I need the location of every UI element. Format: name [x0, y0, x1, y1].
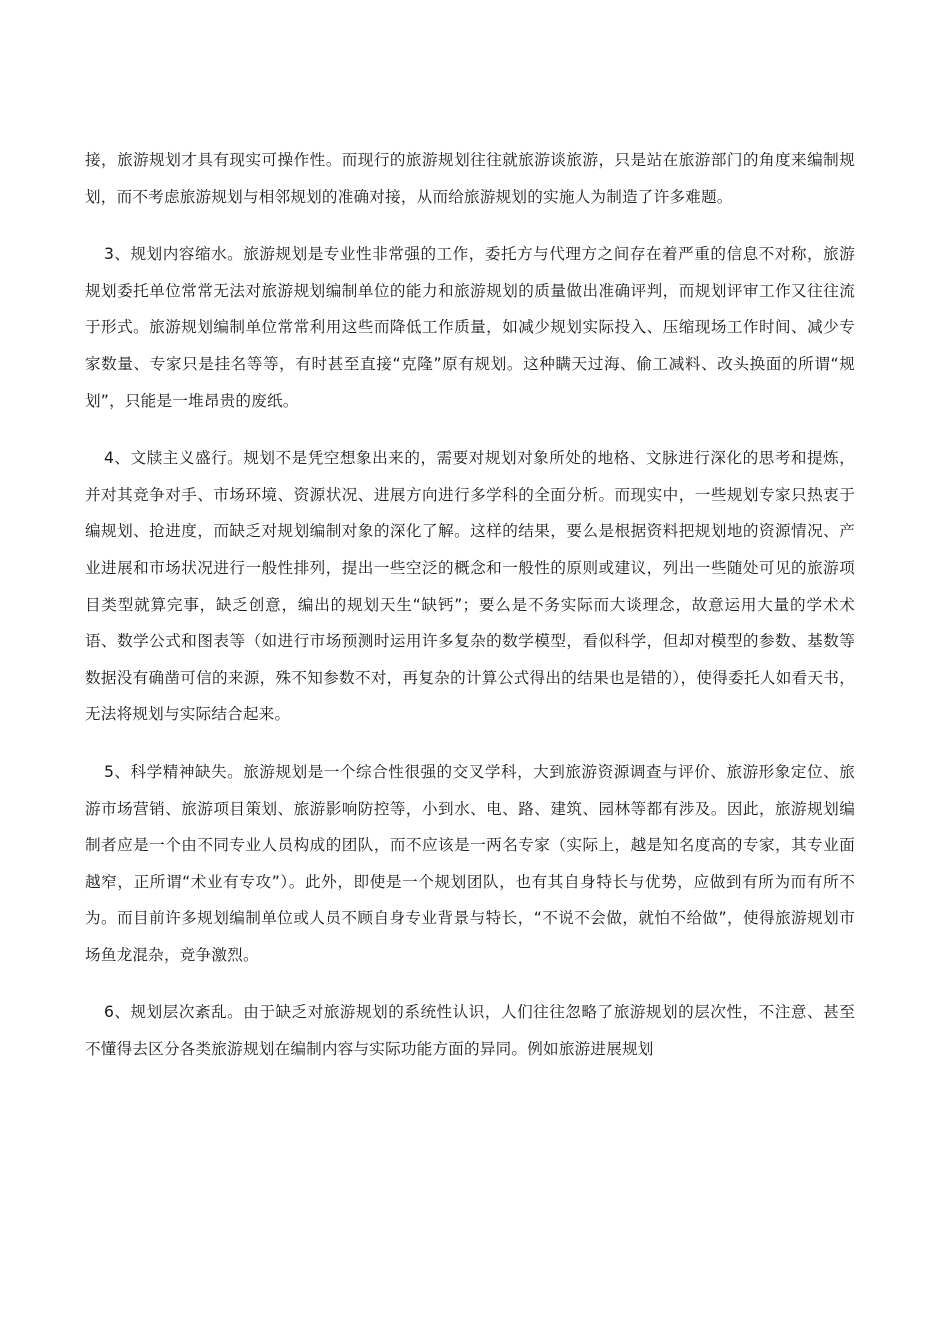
paragraph-item-6: 6、规划层次紊乱。由于缺乏对旅游规划的系统性认识，人们往往忽略了旅游规划的层次性，不注意、甚至不懂得去区分各类旅游规划在编制内容与实际功能方面的异同。例如旅游进展规划	[85, 1003, 855, 1059]
paragraph-continuation: 接，旅游规划才具有现实可操作性。而现行的旅游规划往往就旅游谈旅游，只是站在旅游部门的角度来编制规划，而不考虑旅游规划与相邻规划的准确对接，从而给旅游规划的实施人为制造了许多难题。	[85, 151, 855, 206]
document-page	[85, 142, 855, 1068]
paragraph-item-3: 3、规划内容缩水。旅游规划是专业性非常强的工作，委托方与代理方之间存在着严重的信息不对称，旅游规划委托单位常常无法对旅游规划编制单位的能力和旅游规划的质量做出准确评判，而规划评审工作又往往流于形式。旅游规划编制单位常常利用这些而降低工作质量，如减少规划实际投入、压缩现场工作时间、减少专家数量、专家只是挂名等等，有时甚至直接“克隆”原有规划。这种瞒天过海、偷工减料、改头换面的所谓“规划”，只能是一堆昂贵的废纸。	[85, 245, 855, 410]
paragraph-item-5: 5、科学精神缺失。旅游规划是一个综合性很强的交叉学科，大到旅游资源调查与评价、旅游形象定位、旅游市场营销、旅游项目策划、旅游影响防控等，小到水、电、路、建筑、园林等都有涉及。因此，旅游规划编制者应是一个由不同专业人员构成的团队，而不应该是一两名专家（实际上，越是知名度高的专家，其专业面越窄，正所谓“术业有专攻”）。此外，即使是一个规划团队，也有其自身特长与优势，应做到有所为而有所不为。而目前许多规划编制单位或人员不顾自身专业背景与特长，“不说不会做，就怕不给做”，使得旅游规划市场鱼龙混杂，竞争激烈。	[85, 762, 855, 964]
paragraph-item-4: 4、文牍主义盛行。规划不是凭空想象出来的，需要对规划对象所处的地格、文脉进行深化的思考和提炼，并对其竞争对手、市场环境、资源状况、进展方向进行多学科的全面分析。而现实中，一些规划专家只热衷于编规划、抢进度，而缺乏对规划编制对象的深化了解。这样的结果，要么是根据资料把规划地的资源情况、产业进展和市场状况进行一般性排列，提出一些空泛的概念和一般性的原则或建议，列出一些随处可见的旅游项目类型就算完事，缺乏创意，编出的规划天生“缺钙”；要么是不务实际而大谈理念，故意运用大量的学术术语、数学公式和图表等（如进行市场预测时运用许多复杂的数学模型，看似科学，但却对模型的参数、基数等数据没有确凿可信的来源，殊不知参数不对，再复杂的计算公式得出的结果也是错的），使得委托人如看天书，无法将规划与实际结合起来。	[85, 449, 855, 724]
